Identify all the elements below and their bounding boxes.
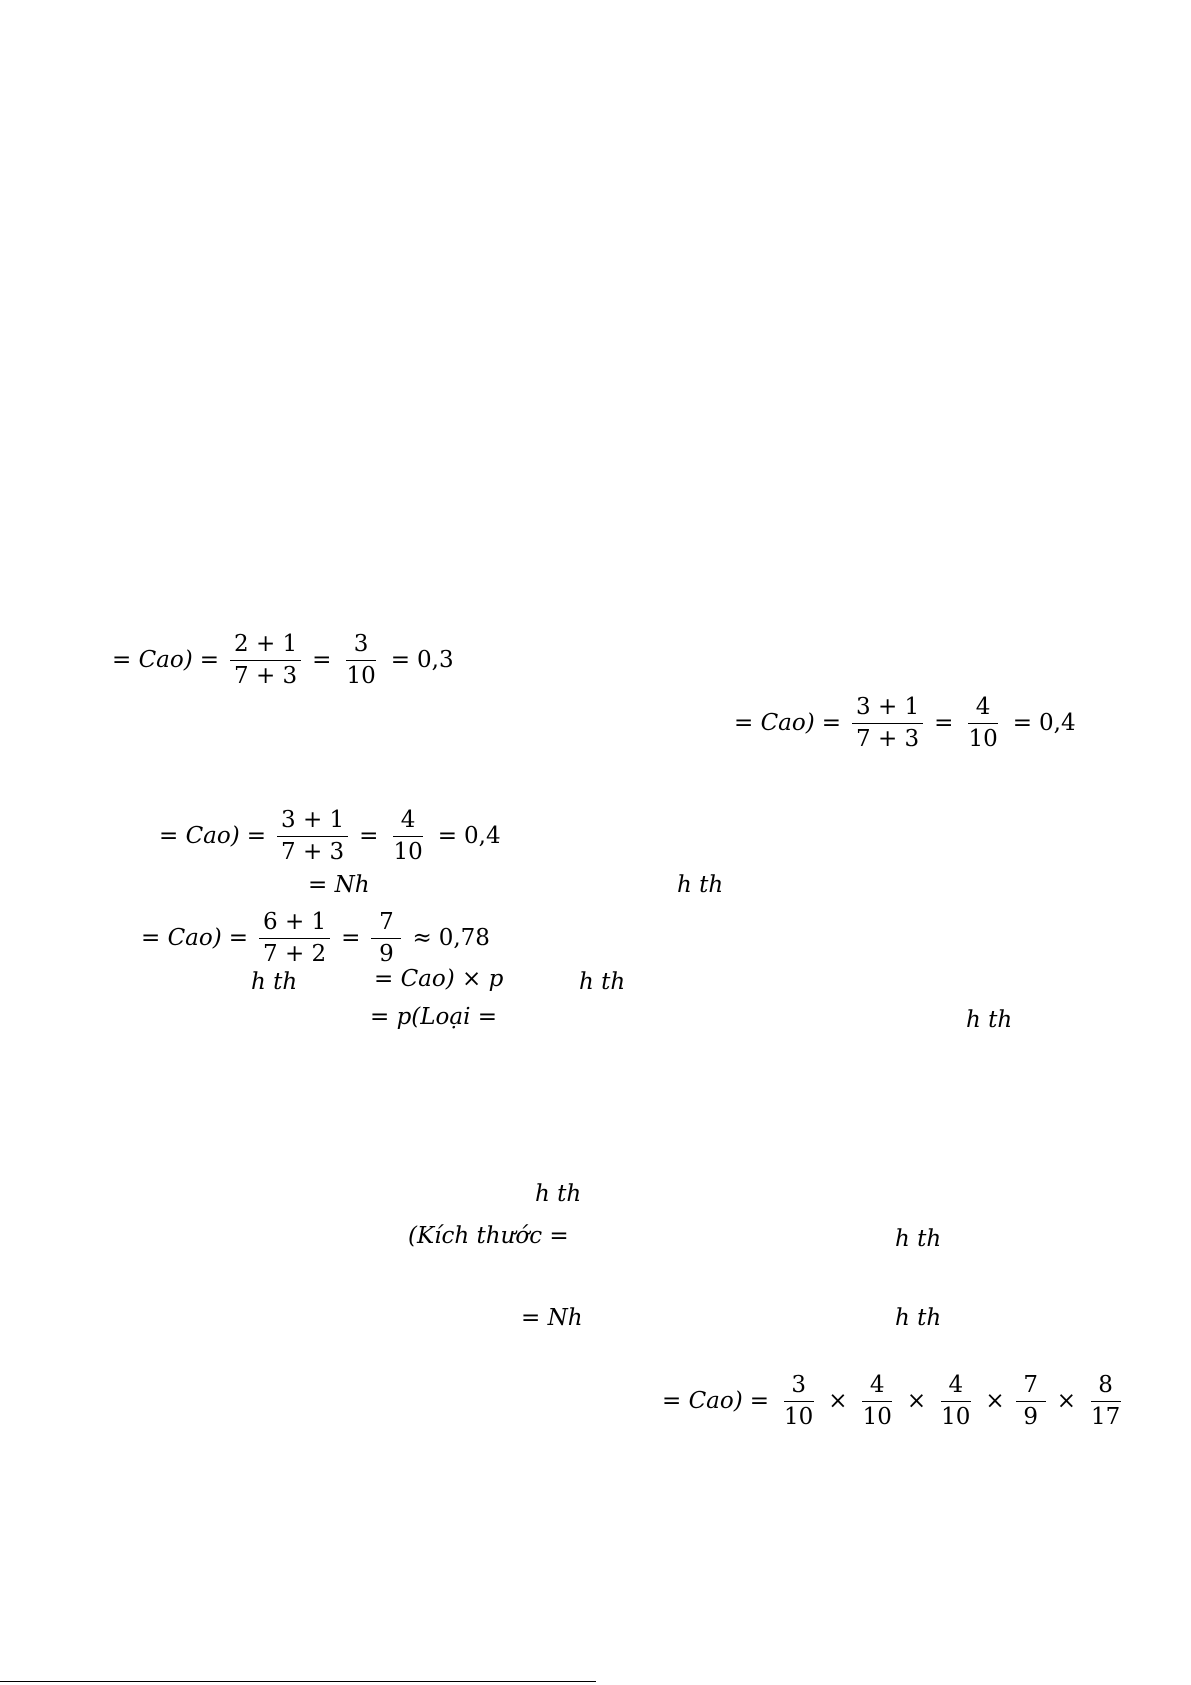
times-sign: × xyxy=(828,1388,848,1414)
fragment-hth-2: h th xyxy=(251,969,298,995)
fraction-denominator: 7 + 3 xyxy=(281,839,345,865)
fraction-numerator: 7 xyxy=(371,911,401,939)
fragment-hth-5: h th xyxy=(535,1181,582,1207)
fragment-cao-times-p: = Cao) × p xyxy=(374,966,504,992)
formula-1-equals-3: = xyxy=(390,647,411,673)
fraction-denominator: 9 xyxy=(1023,1404,1038,1430)
fraction-numerator: 4 xyxy=(862,1374,892,1402)
formula-2-equals-3: = xyxy=(1012,710,1033,736)
formula-5 xyxy=(662,1374,1128,1429)
fragment-hth-7: h th xyxy=(895,1305,942,1331)
formula-3-fraction-a xyxy=(277,809,348,864)
formula-1-result: 0,3 xyxy=(417,647,454,673)
fraction-numerator: 8 xyxy=(1091,1374,1121,1402)
fraction-numerator: 3 + 1 xyxy=(852,696,923,724)
formula-2-equals: = xyxy=(821,710,841,736)
fraction-numerator: 6 + 1 xyxy=(259,911,330,939)
fraction-denominator: 10 xyxy=(346,663,376,689)
formula-5-fraction-4 xyxy=(1016,1374,1046,1429)
fragment-equals-nh-1: = Nh xyxy=(308,872,370,898)
fraction-denominator: 10 xyxy=(862,1404,892,1430)
fraction-denominator: 9 xyxy=(379,941,394,967)
times-sign: × xyxy=(985,1388,1005,1414)
fraction-numerator: 3 + 1 xyxy=(277,809,348,837)
formula-3-fraction-b xyxy=(389,809,426,864)
fragment-hth-6: h th xyxy=(895,1226,942,1252)
times-sign: × xyxy=(906,1388,927,1414)
formula-2-lhs: = Cao) xyxy=(734,710,815,736)
times-sign: × xyxy=(1056,1388,1076,1414)
fraction-numerator: 4 xyxy=(941,1374,971,1402)
fragment-hth-1: h th xyxy=(677,872,724,898)
formula-2-fraction-a xyxy=(852,696,923,751)
formula-2-fraction-b xyxy=(964,696,1001,751)
formula-1-equals-2: = xyxy=(312,647,332,673)
formula-2-equals-2: = xyxy=(934,710,954,736)
formula-3-lhs: = Cao) xyxy=(159,823,240,849)
formula-1-fraction-b xyxy=(342,633,379,688)
formula-5-lhs: = Cao) xyxy=(662,1388,743,1414)
fraction-denominator: 10 xyxy=(784,1404,814,1430)
fraction-numerator: 4 xyxy=(968,696,998,724)
fraction-denominator: 10 xyxy=(968,726,998,752)
formula-4-fraction-a xyxy=(259,911,330,966)
formula-1 xyxy=(112,633,454,688)
fraction-numerator: 3 xyxy=(784,1374,814,1402)
fraction-numerator: 7 xyxy=(1016,1374,1046,1402)
formula-4-result: 0,78 xyxy=(438,925,490,951)
fraction-denominator: 7 + 3 xyxy=(856,726,920,752)
fraction-numerator: 3 xyxy=(346,633,376,661)
formula-4-fraction-b xyxy=(371,911,401,966)
fragment-kich-thuoc: (Kích thước = xyxy=(408,1223,569,1249)
formula-3-result: 0,4 xyxy=(464,823,501,849)
fraction-denominator: 10 xyxy=(941,1404,971,1430)
fragment-hth-4: h th xyxy=(966,1007,1013,1033)
formula-5-equals: = xyxy=(749,1388,769,1414)
fragment-p-loai: = p(Loại = xyxy=(370,1004,498,1030)
formula-5-fraction-2 xyxy=(859,1374,896,1429)
formula-1-equals: = xyxy=(199,647,219,673)
formula-1-lhs: = Cao) xyxy=(112,647,193,673)
fraction-denominator: 7 + 3 xyxy=(234,663,298,689)
fraction-denominator: 17 xyxy=(1090,1404,1121,1430)
formula-3 xyxy=(159,809,501,864)
footnote-divider xyxy=(0,1681,596,1682)
formula-4-equals: = xyxy=(228,925,248,951)
formula-4 xyxy=(141,911,490,966)
fraction-denominator: 10 xyxy=(393,839,423,865)
formula-4-lhs: = Cao) xyxy=(141,925,222,951)
formula-5-fraction-5 xyxy=(1087,1374,1124,1429)
formula-5-fraction-3 xyxy=(937,1374,974,1429)
formula-3-equals-2: = xyxy=(359,823,379,849)
formula-2-result: 0,4 xyxy=(1039,710,1076,736)
fraction-numerator: 2 + 1 xyxy=(230,633,301,661)
formula-4-equals-2: = xyxy=(341,925,361,951)
formula-5-fraction-1 xyxy=(780,1374,817,1429)
formula-4-approx: ≈ xyxy=(412,925,432,951)
formula-3-equals-3: = xyxy=(437,823,458,849)
fragment-equals-nh-2: = Nh xyxy=(521,1305,583,1331)
fragment-hth-3: h th xyxy=(579,969,626,995)
formula-1-fraction-a xyxy=(230,633,301,688)
fraction-denominator: 7 + 2 xyxy=(263,941,327,967)
fraction-numerator: 4 xyxy=(393,809,423,837)
formula-3-equals: = xyxy=(246,823,266,849)
formula-2 xyxy=(734,696,1076,751)
